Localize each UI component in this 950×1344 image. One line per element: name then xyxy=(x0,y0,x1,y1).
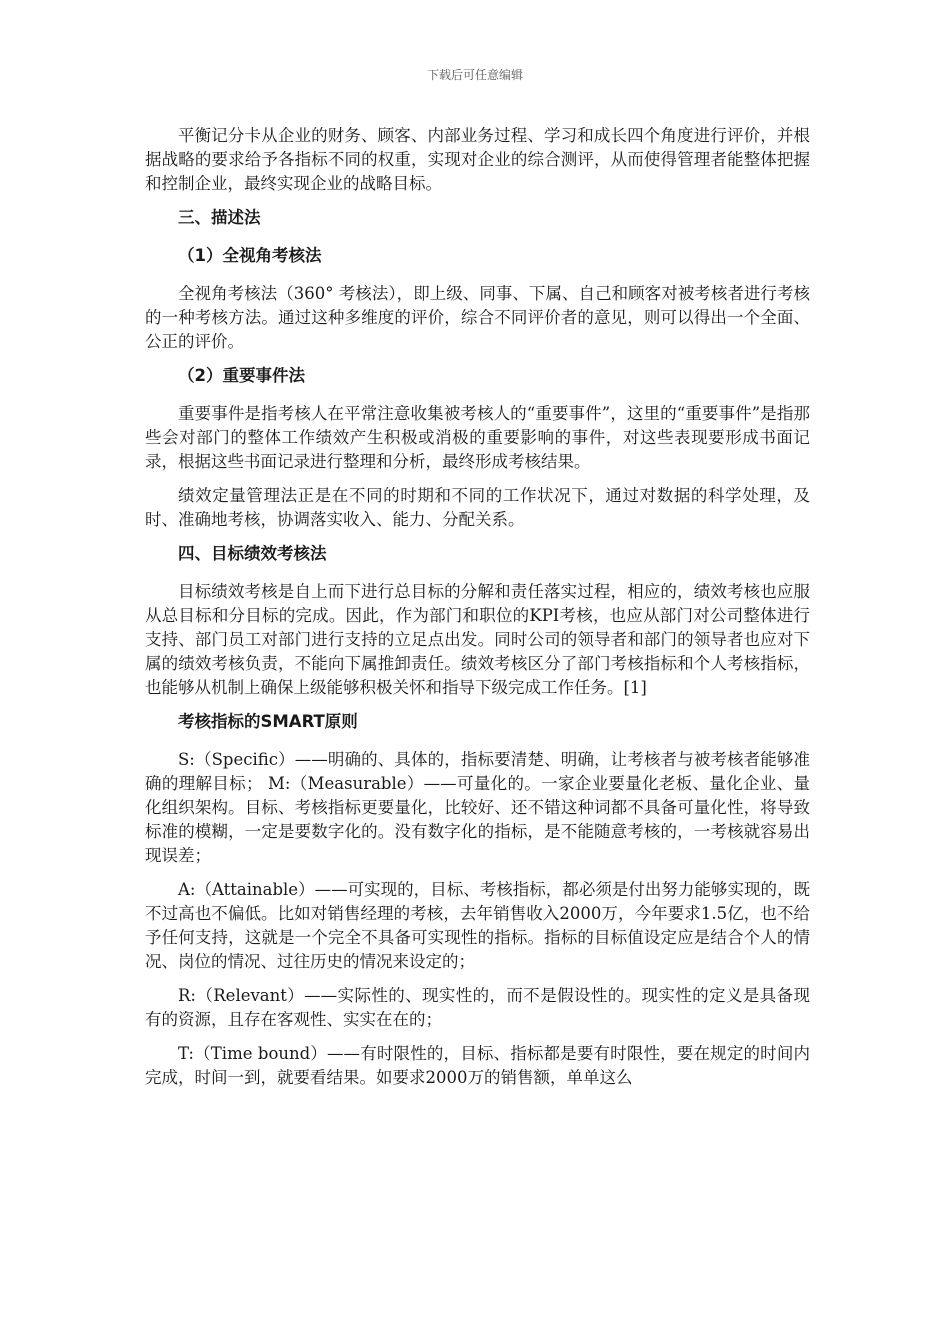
heading-objective-performance: 四、目标绩效考核法 xyxy=(178,544,327,563)
page-header: 下载后可任意编辑 xyxy=(426,68,523,82)
document-body xyxy=(145,124,810,1100)
paragraph-balanced-scorecard: 平衡记分卡从企业的财务、顾客、内部业务过程、学习和成长四个角度进行评价，并根据战略的要求给予各指标不同的权重，实现对企业的综合测评，从而使得管理者能整体把握和控制企业，最终实现企业的战略目标。 xyxy=(145,126,810,193)
paragraph-smart-s-m: S:（Specific）——明确的、具体的，指标要清楚、明确，让考核者与被考核者能够准确的理解目标； M:（Measurable）——可量化的。一家企业要量化老板、量化企业、量化组织架构。目标、考核指标更要量化，比较好、还不错这种词都不具备可量化性，将导致标准的模糊，一定是要数字化的。没有数字化的指标，是不能随意考核的，一考核就容易出现误差； xyxy=(145,750,810,865)
heading-360-method: （1）全视角考核法 xyxy=(178,246,322,265)
paragraph-smart-a: A:（Attainable）——可实现的，目标、考核指标，都必须是付出努力能够实现的，既不过高也不偏低。比如对销售经理的考核，去年销售收入2000万，今年要求1.5亿，也不给予任何支持，这就是一个完全不具备可实现性的指标。指标的目标值设定应是结合个人的情况、岗位的情况、过往历史的情况来设定的； xyxy=(145,880,810,971)
heading-description-method: 三、描述法 xyxy=(178,208,261,227)
paragraph-objective-performance: 目标绩效考核是自上而下进行总目标的分解和责任落实过程，相应的，绩效考核也应服从总目标和分目标的完成。因此，作为部门和职位的KPI考核，也应从部门对公司整体进行支持、部门员工对部门进行支持的立足点出发。同时公司的领导者和部门的领导者也应对下属的绩效考核负责，不能向下属推卸责任。绩效考核区分了部门考核指标和个人考核指标，也能够从机制上确保上级能够积极关怀和指导下级完成工作任务。[1] xyxy=(145,582,810,697)
heading-critical-incident: （2）重要事件法 xyxy=(178,366,305,385)
paragraph-smart-t: T:（Time bound）——有时限性的，目标、指标都是要有时限性，要在规定的时间内完成，时间一到，就要看结果。如要求2000万的销售额，单单这么 xyxy=(145,1044,810,1087)
heading-smart-principle: 考核指标的SMART原则 xyxy=(178,712,358,731)
paragraph-360-method: 全视角考核法（360° 考核法），即上级、同事、下属、自己和顾客对被考核者进行考核的一种考核方法。通过这种多维度的评价，综合不同评价者的意见，则可以得出一个全面、公正的评价。 xyxy=(145,284,810,351)
paragraph-smart-r: R:（Relevant）——实际性的、现实性的，而不是假设性的。现实性的定义是具备现有的资源，且存在客观性、实实在在的； xyxy=(145,986,810,1029)
paragraph-quantitative-management: 绩效定量管理法正是在不同的时期和不同的工作状况下，通过对数据的科学处理，及时、准确地考核，协调落实收入、能力、分配关系。 xyxy=(145,486,810,529)
paragraph-critical-incident: 重要事件是指考核人在平常注意收集被考核人的“重要事件”，这里的“重要事件”是指那些会对部门的整体工作绩效产生积极或消极的重要影响的事件，对这些表现要形成书面记录，根据这些书面记录进行整理和分析，最终形成考核结果。 xyxy=(145,404,810,471)
